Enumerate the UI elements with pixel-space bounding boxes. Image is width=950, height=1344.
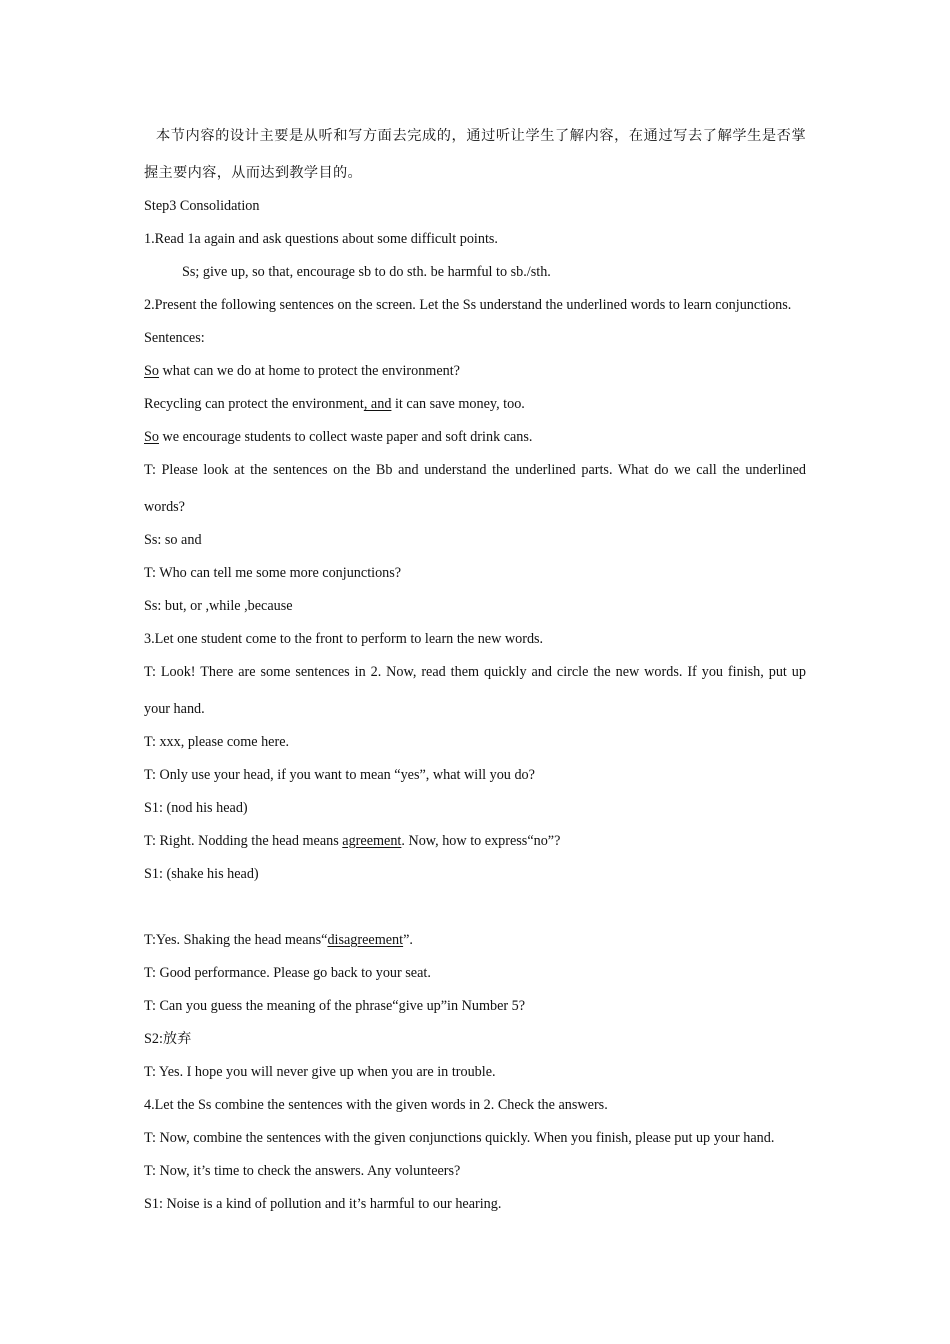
dialogue-line: T: Yes. I hope you will never give up when you are in trouble. — [144, 1064, 496, 1080]
dialogue-line: S1: (nod his head) — [144, 800, 248, 816]
dialogue-line: T: Now, combine the sentences with the given conjunctions quickly. When you finish, please put up your hand. — [144, 1130, 775, 1146]
dialogue-line: T: Now, it’s time to check the answers. Any volunteers? — [144, 1163, 461, 1179]
underlined-agreement: agreement — [342, 833, 402, 849]
dialogue-line: S2:放弃 — [144, 1031, 192, 1047]
dialogue-line: T:Yes. Shaking the head means“disagreement”. — [144, 932, 413, 948]
underlined-so: So — [144, 429, 159, 445]
students-answer-1: Ss: so and — [144, 532, 202, 548]
sentences-label: Sentences: — [144, 330, 205, 346]
item-1: 1.Read 1a again and ask questions about some difficult points. — [144, 231, 498, 247]
dialogue-line: T: Right. Nodding the head means agreement. Now, how to express“no”? — [144, 833, 561, 849]
students-answer-2: Ss: but, or ,while ,because — [144, 598, 293, 614]
item-3: 3.Let one student come to the front to perform to learn the new words. — [144, 631, 544, 647]
teacher-question-2: T: Who can tell me some more conjunctions? — [144, 565, 402, 581]
step3-heading: Step3 Consolidation — [144, 198, 260, 214]
dialogue-line: T: Good performance. Please go back to your seat. — [144, 965, 431, 981]
underlined-and: , and — [363, 396, 392, 412]
sentence-3: So we encourage students to collect waste paper and soft drink cans. — [144, 429, 533, 445]
dialogue-line: T: Only use your head, if you want to mean “yes”, what will you do? — [144, 767, 535, 783]
dialogue-line: T: xxx, please come here. — [144, 734, 290, 750]
sentence-2: Recycling can protect the environment, and it can save money, too. — [144, 396, 525, 412]
blank-line — [144, 896, 806, 929]
intro-paragraph: 本节内容的设计主要是从听和写方面去完成的，通过听让学生了解内容，在通过写去了解学生是否掌握主要内容，从而达到教学目的。 — [144, 128, 806, 181]
dialogue-line: S1: Noise is a kind of pollution and it’s harmful to our hearing. — [144, 1196, 502, 1212]
dialogue-line: S1: (shake his head) — [144, 866, 259, 882]
dialogue-line: T: Can you guess the meaning of the phrase“give up”in Number 5? — [144, 998, 526, 1014]
item-4: 4.Let the Ss combine the sentences with the given words in 2. Check the answers. — [144, 1097, 608, 1113]
teacher-instruction: T: Look! There are some sentences in 2. Now, read them quickly and circle the new words. If you finish, put up your hand. — [144, 664, 806, 717]
item-1-words: Ss; give up, so that, encourage sb to do sth. be harmful to sb./sth. — [182, 264, 551, 280]
underlined-so: So — [144, 363, 159, 379]
item-2: 2.Present the following sentences on the screen. Let the Ss understand the underlined words to learn conjunctions. — [144, 297, 792, 313]
document-body — [144, 125, 806, 1226]
teacher-question-1: T: Please look at the sentences on the Bb and understand the underlined parts. What do we call the underlined words? — [144, 462, 806, 515]
underlined-disagreement: disagreement — [327, 932, 404, 948]
sentence-1: So what can we do at home to protect the environment? — [144, 363, 460, 379]
